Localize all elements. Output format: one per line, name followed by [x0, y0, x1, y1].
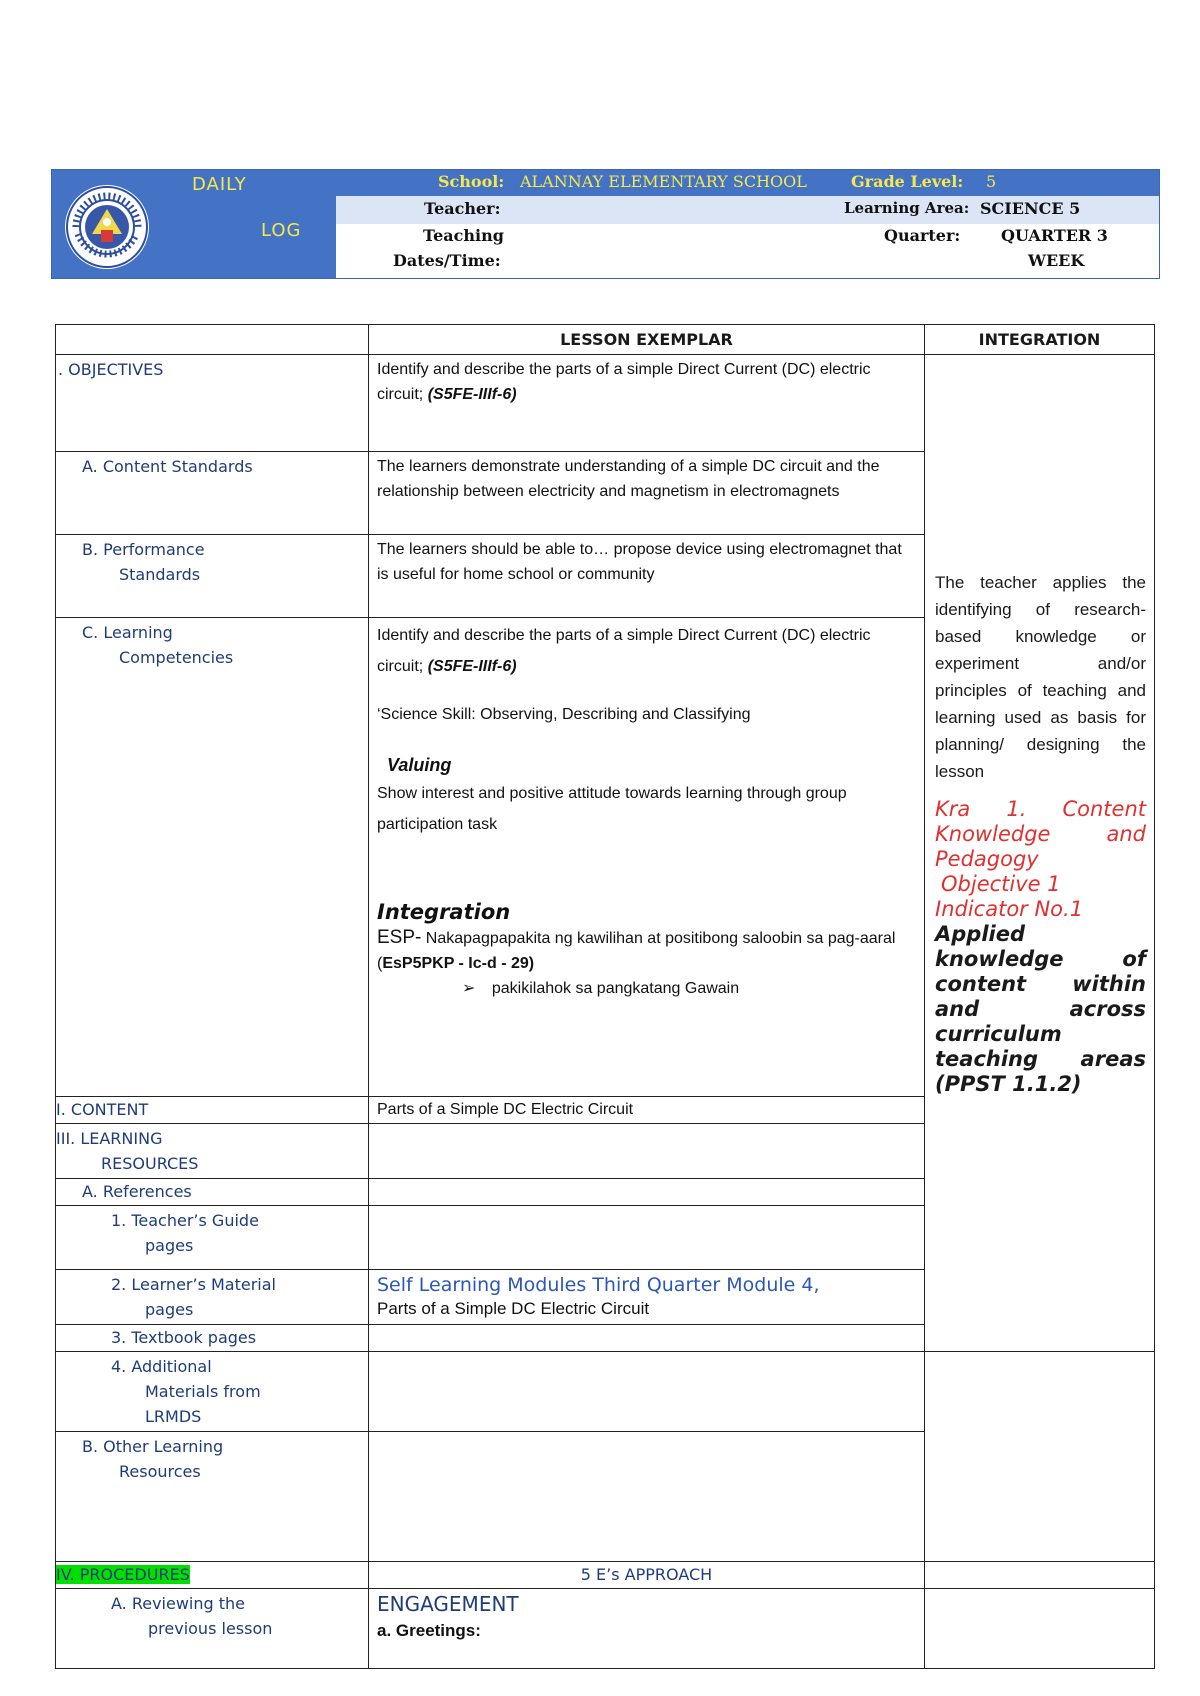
other-resources-value [369, 1432, 925, 1562]
reviewing-lesson-label-2: previous lesson [148, 1619, 273, 1638]
teachers-guide-label-1: 1. Teacher’s Guide [111, 1211, 259, 1230]
learning-area-label: Learning Area: [844, 199, 970, 217]
teachers-guide-value [369, 1206, 925, 1270]
grade-level-value: 5 [986, 172, 997, 191]
additional-materials-label-2: Materials from [145, 1382, 261, 1401]
learners-material-label-1: 2. Learner’s Material [111, 1275, 276, 1294]
applied-knowledge-text: Applied knowledge of content within and across curriculum teaching areas (PPST 1.1.2) [935, 922, 1146, 1096]
objectives-desc: Identify and describe the parts of a simple Direct Current (DC) electric circuit; [377, 361, 871, 403]
table-header-row [56, 325, 1155, 355]
integration-text: The teacher applies the identifying of research-based knowledge or experiment and/or principles of teaching and learning used as basis for planning/ designing the lesson [935, 573, 1146, 781]
table-row [56, 355, 1155, 452]
content-standards-text: The learners demonstrate understanding of a simple DC circuit and the relationship between electricity and magnetism in electromagnets [369, 452, 925, 535]
integration-lower-cell [925, 1352, 1155, 1562]
integration-subtitle: Integration [377, 900, 511, 924]
procedures-integration-cell [925, 1562, 1155, 1589]
quarter-label: Quarter: [884, 226, 961, 245]
content-text: Parts of a Simple DC Electric Circuit [369, 1097, 925, 1124]
arrow-bullet-icon: ➢ [462, 980, 476, 997]
teachers-guide-label [56, 1206, 369, 1270]
kra-objective: Objective 1 [941, 872, 1061, 896]
content-label: I. CONTENT [56, 1097, 369, 1124]
performance-standards-label-1: B. Performance [82, 540, 205, 559]
esp-bullet-text: pakikilahok sa pangkatang Gawain [491, 980, 740, 997]
esp-text [377, 925, 916, 976]
header-blank-cell [56, 325, 369, 355]
table-row [56, 1562, 1155, 1589]
valuing-title: Valuing [387, 755, 452, 775]
header-row-dates [336, 224, 1159, 278]
additional-materials-value [369, 1352, 925, 1432]
teaching-label: Teaching [423, 226, 504, 245]
table-row [56, 1589, 1155, 1669]
additional-materials-label [56, 1352, 369, 1432]
engagement-title: ENGAGEMENT [377, 1592, 519, 1616]
daily-title: DAILY [192, 174, 247, 195]
learning-resources-label-1: III. LEARNING [56, 1129, 163, 1148]
daily-log-header [51, 169, 1160, 279]
learners-material-title: Parts of a Simple DC Electric Circuit [377, 1299, 650, 1318]
content-standards-label: A. Content Standards [56, 452, 369, 535]
performance-standards-text: The learners should be able to… propose device using electromagnet that is useful for home school or community [369, 535, 925, 618]
learners-material-label [56, 1270, 369, 1325]
esp-code: EsP5PKP - Ic-d - 29) [382, 955, 535, 972]
lesson-exemplar-heading: LESSON EXEMPLAR [369, 325, 925, 355]
teacher-label: Teacher: [424, 199, 501, 218]
greetings-text: a. Greetings: [377, 1621, 481, 1640]
textbook-pages-value [369, 1325, 925, 1352]
references-label: A. References [56, 1179, 369, 1206]
objectives-text [369, 355, 925, 452]
header-logo-area [52, 170, 335, 278]
five-e-approach-heading: 5 E’s APPROACH [369, 1562, 925, 1589]
objectives-code: (S5FE-IIIf-6) [427, 386, 517, 403]
engagement-integration-cell [925, 1589, 1155, 1669]
other-resources-label [56, 1432, 369, 1562]
learning-competencies-label-1: C. Learning [82, 623, 173, 642]
performance-standards-label [56, 535, 369, 618]
school-value: ALANNAY ELEMENTARY SCHOOL [520, 172, 807, 191]
header-row-school [336, 170, 1159, 196]
deped-seal-icon [64, 184, 150, 270]
teachers-guide-label-2: pages [145, 1236, 194, 1255]
week-label: WEEK [1028, 251, 1085, 270]
learning-competencies-label-2: Competencies [119, 648, 234, 667]
reviewing-lesson-label [56, 1589, 369, 1669]
esp-bullet-item [377, 976, 916, 1001]
school-label: School: [438, 172, 505, 191]
header-row-teacher [336, 196, 1159, 224]
procedures-highlight: IV. PROCEDURES [56, 1565, 190, 1584]
table-row [56, 1352, 1155, 1432]
references-value [369, 1179, 925, 1206]
integration-cell [925, 355, 1155, 1352]
other-resources-label-2: Resources [119, 1462, 201, 1481]
additional-materials-label-3: LRMDS [145, 1407, 202, 1426]
textbook-pages-label: 3. Textbook pages [56, 1325, 369, 1352]
learning-competencies-label [56, 618, 369, 1097]
performance-standards-label-2: Standards [119, 565, 201, 584]
procedures-label [56, 1562, 369, 1589]
esp-prefix: ESP- [377, 927, 422, 948]
engagement-cell [369, 1589, 925, 1669]
learning-resources-label-2: RESOURCES [101, 1154, 199, 1173]
science-skill-text: ‘Science Skill: Observing, Describing and Classifying [377, 706, 751, 723]
objectives-label: . OBJECTIVES [56, 355, 369, 452]
integration-heading: INTEGRATION [925, 325, 1155, 355]
grade-level-label: Grade Level: [851, 172, 964, 191]
learners-material-label-2: pages [145, 1300, 194, 1319]
learners-material-module: Self Learning Modules Third Quarter Module 4, [377, 1274, 820, 1296]
learning-resources-value [369, 1124, 925, 1179]
esp-desc: Nakapagpapakita ng kawilihan at positibong saloobin sa pag-aaral ( [377, 930, 896, 972]
kra-indicator: Indicator No.1 [935, 897, 1084, 921]
additional-materials-label-1: 4. Additional [111, 1357, 212, 1376]
competency-desc: Identify and describe the parts of a simple Direct Current (DC) electric circuit; [377, 627, 871, 675]
competency-code: (S5FE-IIIf-6) [427, 658, 517, 675]
dates-time-label: Dates/Time: [393, 251, 501, 270]
header-info [336, 170, 1159, 278]
lesson-exemplar-table [55, 324, 1155, 1669]
quarter-value: QUARTER 3 [1001, 226, 1108, 245]
valuing-text: Show interest and positive attitude towards learning through group participation task [377, 785, 847, 833]
other-resources-label-1: B. Other Learning [82, 1437, 224, 1456]
learning-resources-label [56, 1124, 369, 1179]
kra-title: Kra 1. Content Knowledge and Pedagogy [935, 797, 1146, 871]
learning-competencies-text [369, 618, 925, 1097]
log-title: LOG [261, 220, 302, 241]
reviewing-lesson-label-1: A. Reviewing the [111, 1594, 246, 1613]
learners-material-text [369, 1270, 925, 1325]
learning-area-value: SCIENCE 5 [980, 199, 1081, 218]
